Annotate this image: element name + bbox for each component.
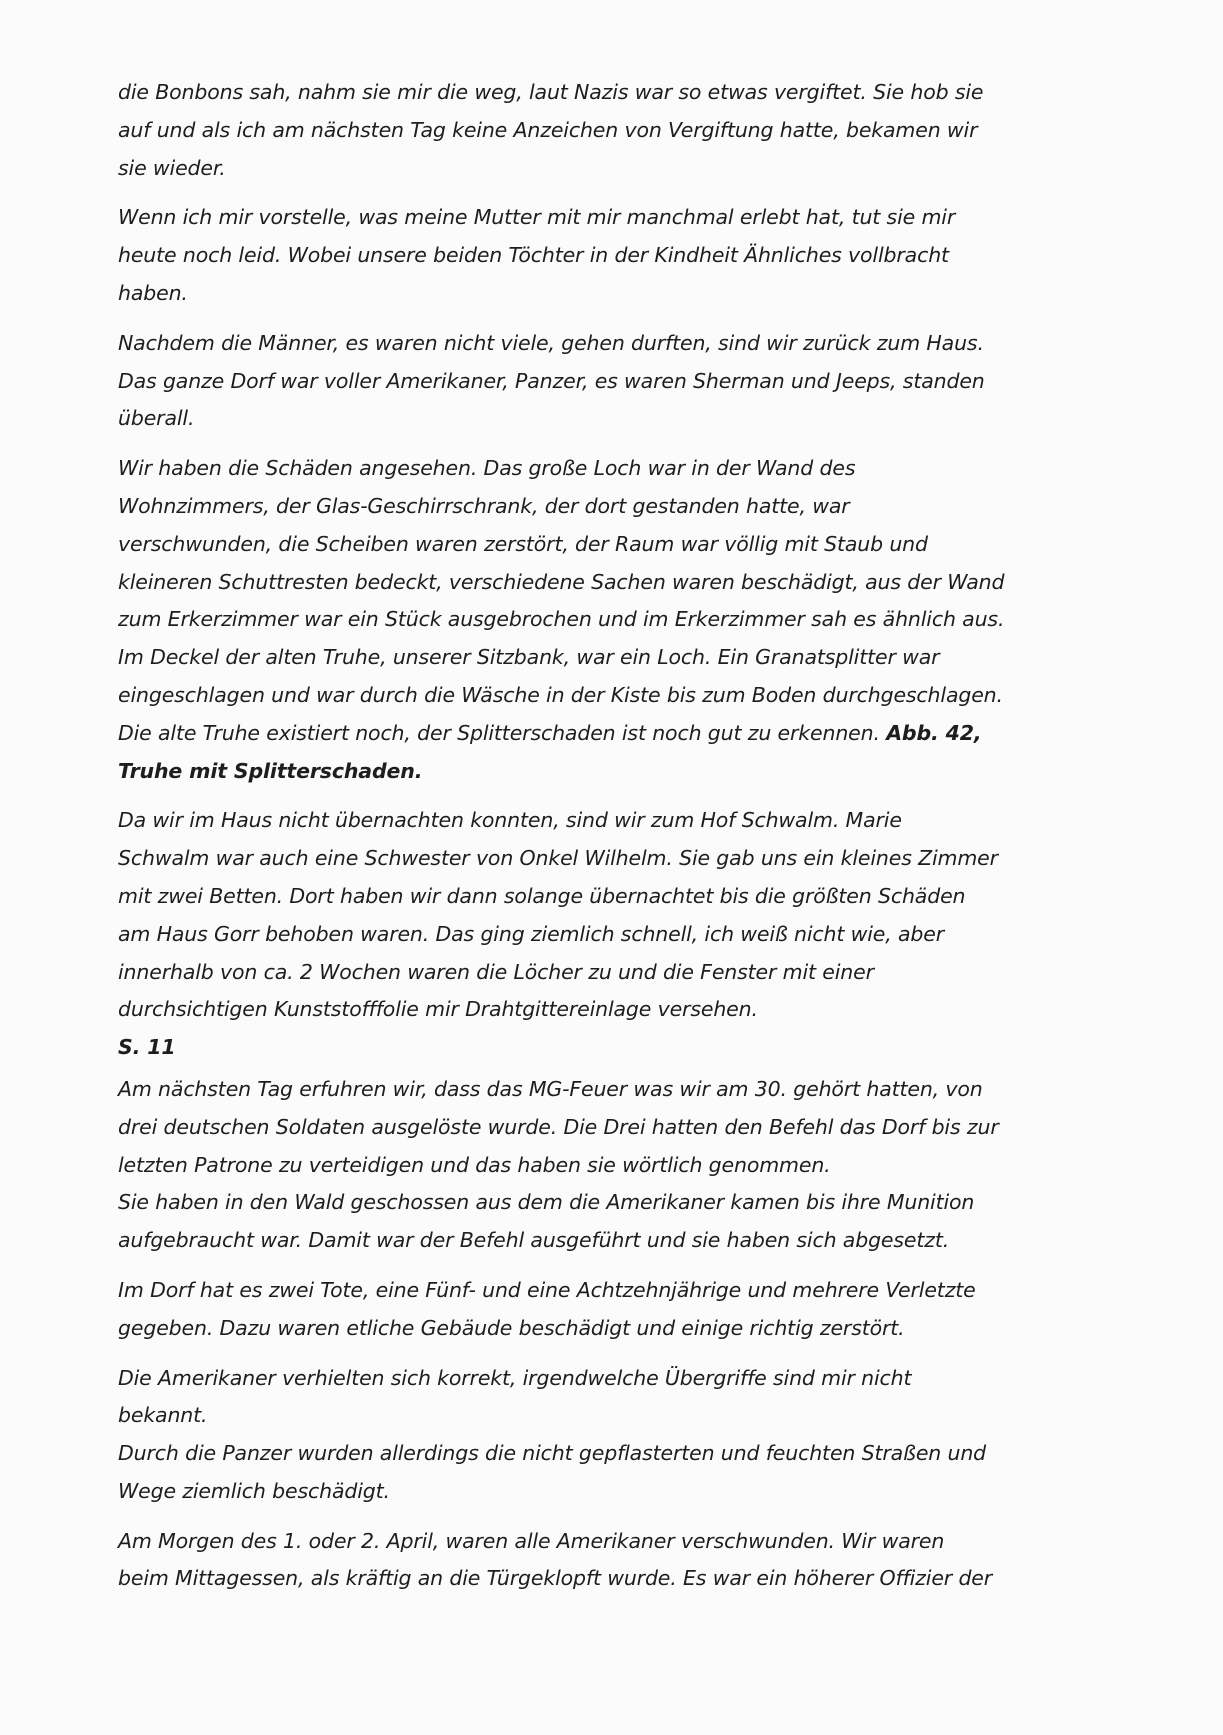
text-line: überall. — [118, 406, 195, 431]
text-line: Im Dorf hat es zwei Tote, eine Fünf- und eine Achtzehnjährige und mehrere Verletzte — [118, 1277, 976, 1302]
text-line: am Haus Gorr behoben waren. Das ging ziemlich schnell, ich weiß nicht wie, aber — [118, 921, 945, 946]
text-line: Im Deckel der alten Truhe, unserer Sitzbank, war ein Loch. Ein Granatsplitter war — [118, 645, 940, 670]
paragraph-5 — [118, 802, 1158, 1067]
text-line: Durch die Panzer wurden allerdings die nicht gepflasterten und feuchten Straßen und — [118, 1441, 987, 1466]
text-line: verschwunden, die Scheiben waren zerstört, der Raum war völlig mit Staub und — [118, 531, 928, 556]
text-line: Da wir im Haus nicht übernachten konnten, sind wir zum Hof Schwalm. Marie — [118, 808, 902, 833]
page-reference: S. 11 — [118, 1035, 176, 1060]
paragraph-2 — [118, 199, 1158, 312]
text-line: Wege ziemlich beschädigt. — [118, 1478, 390, 1503]
text-line: bekannt. — [118, 1403, 208, 1428]
text-run: Die alte Truhe existiert noch, der Splitterschaden ist noch gut zu erkennen. — [118, 720, 887, 745]
text-line: Nachdem die Männer, es waren nicht viele, gehen durften, sind wir zurück zum Haus. — [118, 330, 984, 355]
text-line: zum Erkerzimmer war ein Stück ausgebrochen und im Erkerzimmer sah es ähnlich aus. — [118, 607, 1005, 632]
text-line: letzten Patrone zu verteidigen und das haben sie wörtlich genommen. — [118, 1152, 831, 1177]
text-line: Das ganze Dorf war voller Amerikaner, Panzer, es waren Sherman und Jeeps, standen — [118, 368, 985, 393]
paragraph-7 — [118, 1272, 1158, 1348]
text-line: Schwalm war auch eine Schwester von Onkel Wilhelm. Sie gab uns ein kleines Zimmer — [118, 846, 998, 871]
text-line: Am Morgen des 1. oder 2. April, waren alle Amerikaner verschwunden. Wir waren — [118, 1528, 945, 1553]
paragraph-4 — [118, 450, 1158, 790]
text-line: die Bonbons sah, nahm sie mir die weg, laut Nazis war so etwas vergiftet. Sie hob sie — [118, 80, 984, 104]
paragraph-6 — [118, 1071, 1158, 1260]
text-line: auf und als ich am nächsten Tag keine Anzeichen von Vergiftung hatte, bekamen wir — [118, 117, 978, 142]
text-line: sie wieder. — [118, 155, 226, 180]
text-line: Wir haben die Schäden angesehen. Das große Loch war in der Wand des — [118, 456, 856, 481]
text-line: haben. — [118, 280, 188, 305]
text-line: Wohnzimmers, der Glas-Geschirrschrank, der dort gestanden hatte, war — [118, 493, 850, 518]
figure-caption: Truhe mit Splitterschaden. — [118, 758, 423, 783]
text-line: durchsichtigen Kunststofffolie mir Drahtgittereinlage versehen. — [118, 997, 758, 1022]
text-line: beim Mittagessen, als kräftig an die Türgeklopft wurde. Es war ein höherer Offizier der — [118, 1566, 993, 1591]
text-line: heute noch leid. Wobei unsere beiden Töchter in der Kindheit Ähnliches vollbracht — [118, 243, 949, 268]
document-text — [118, 74, 1158, 1610]
text-line: gegeben. Dazu waren etliche Gebäude beschädigt und einige richtig zerstört. — [118, 1315, 905, 1340]
text-line: aufgebraucht war. Damit war der Befehl ausgeführt und sie haben sich abgesetzt. — [118, 1228, 950, 1253]
paragraph-8 — [118, 1360, 1158, 1511]
paragraph-3 — [118, 325, 1158, 438]
text-line: Die Amerikaner verhielten sich korrekt, irgendwelche Übergriffe sind mir nicht — [118, 1365, 912, 1390]
text-line: Wenn ich mir vorstelle, was meine Mutter mit mir manchmal erlebt hat, tut sie mir — [118, 205, 956, 230]
text-line: kleineren Schuttresten bedeckt, verschiedene Sachen waren beschädigt, aus der Wand — [118, 569, 1005, 594]
text-line: Am nächsten Tag erfuhren wir, dass das MG-Feuer was wir am 30. gehört hatten, von — [118, 1076, 983, 1101]
figure-reference: Abb. 42, — [886, 720, 982, 745]
text-line — [118, 715, 1158, 753]
text-line: Sie haben in den Wald geschossen aus dem die Amerikaner kamen bis ihre Munition — [118, 1190, 975, 1215]
paragraph-1 — [118, 74, 1158, 187]
paragraph-9 — [118, 1523, 1158, 1599]
text-line: drei deutschen Soldaten ausgelöste wurde. Die Drei hatten den Befehl das Dorf bis zur — [118, 1114, 999, 1139]
text-line: mit zwei Betten. Dort haben wir dann solange übernachtet bis die größten Schäden — [118, 883, 966, 908]
text-line: innerhalb von ca. 2 Wochen waren die Löcher zu und die Fenster mit einer — [118, 959, 874, 984]
text-line: eingeschlagen und war durch die Wäsche in der Kiste bis zum Boden durchgeschlagen. — [118, 682, 1003, 707]
